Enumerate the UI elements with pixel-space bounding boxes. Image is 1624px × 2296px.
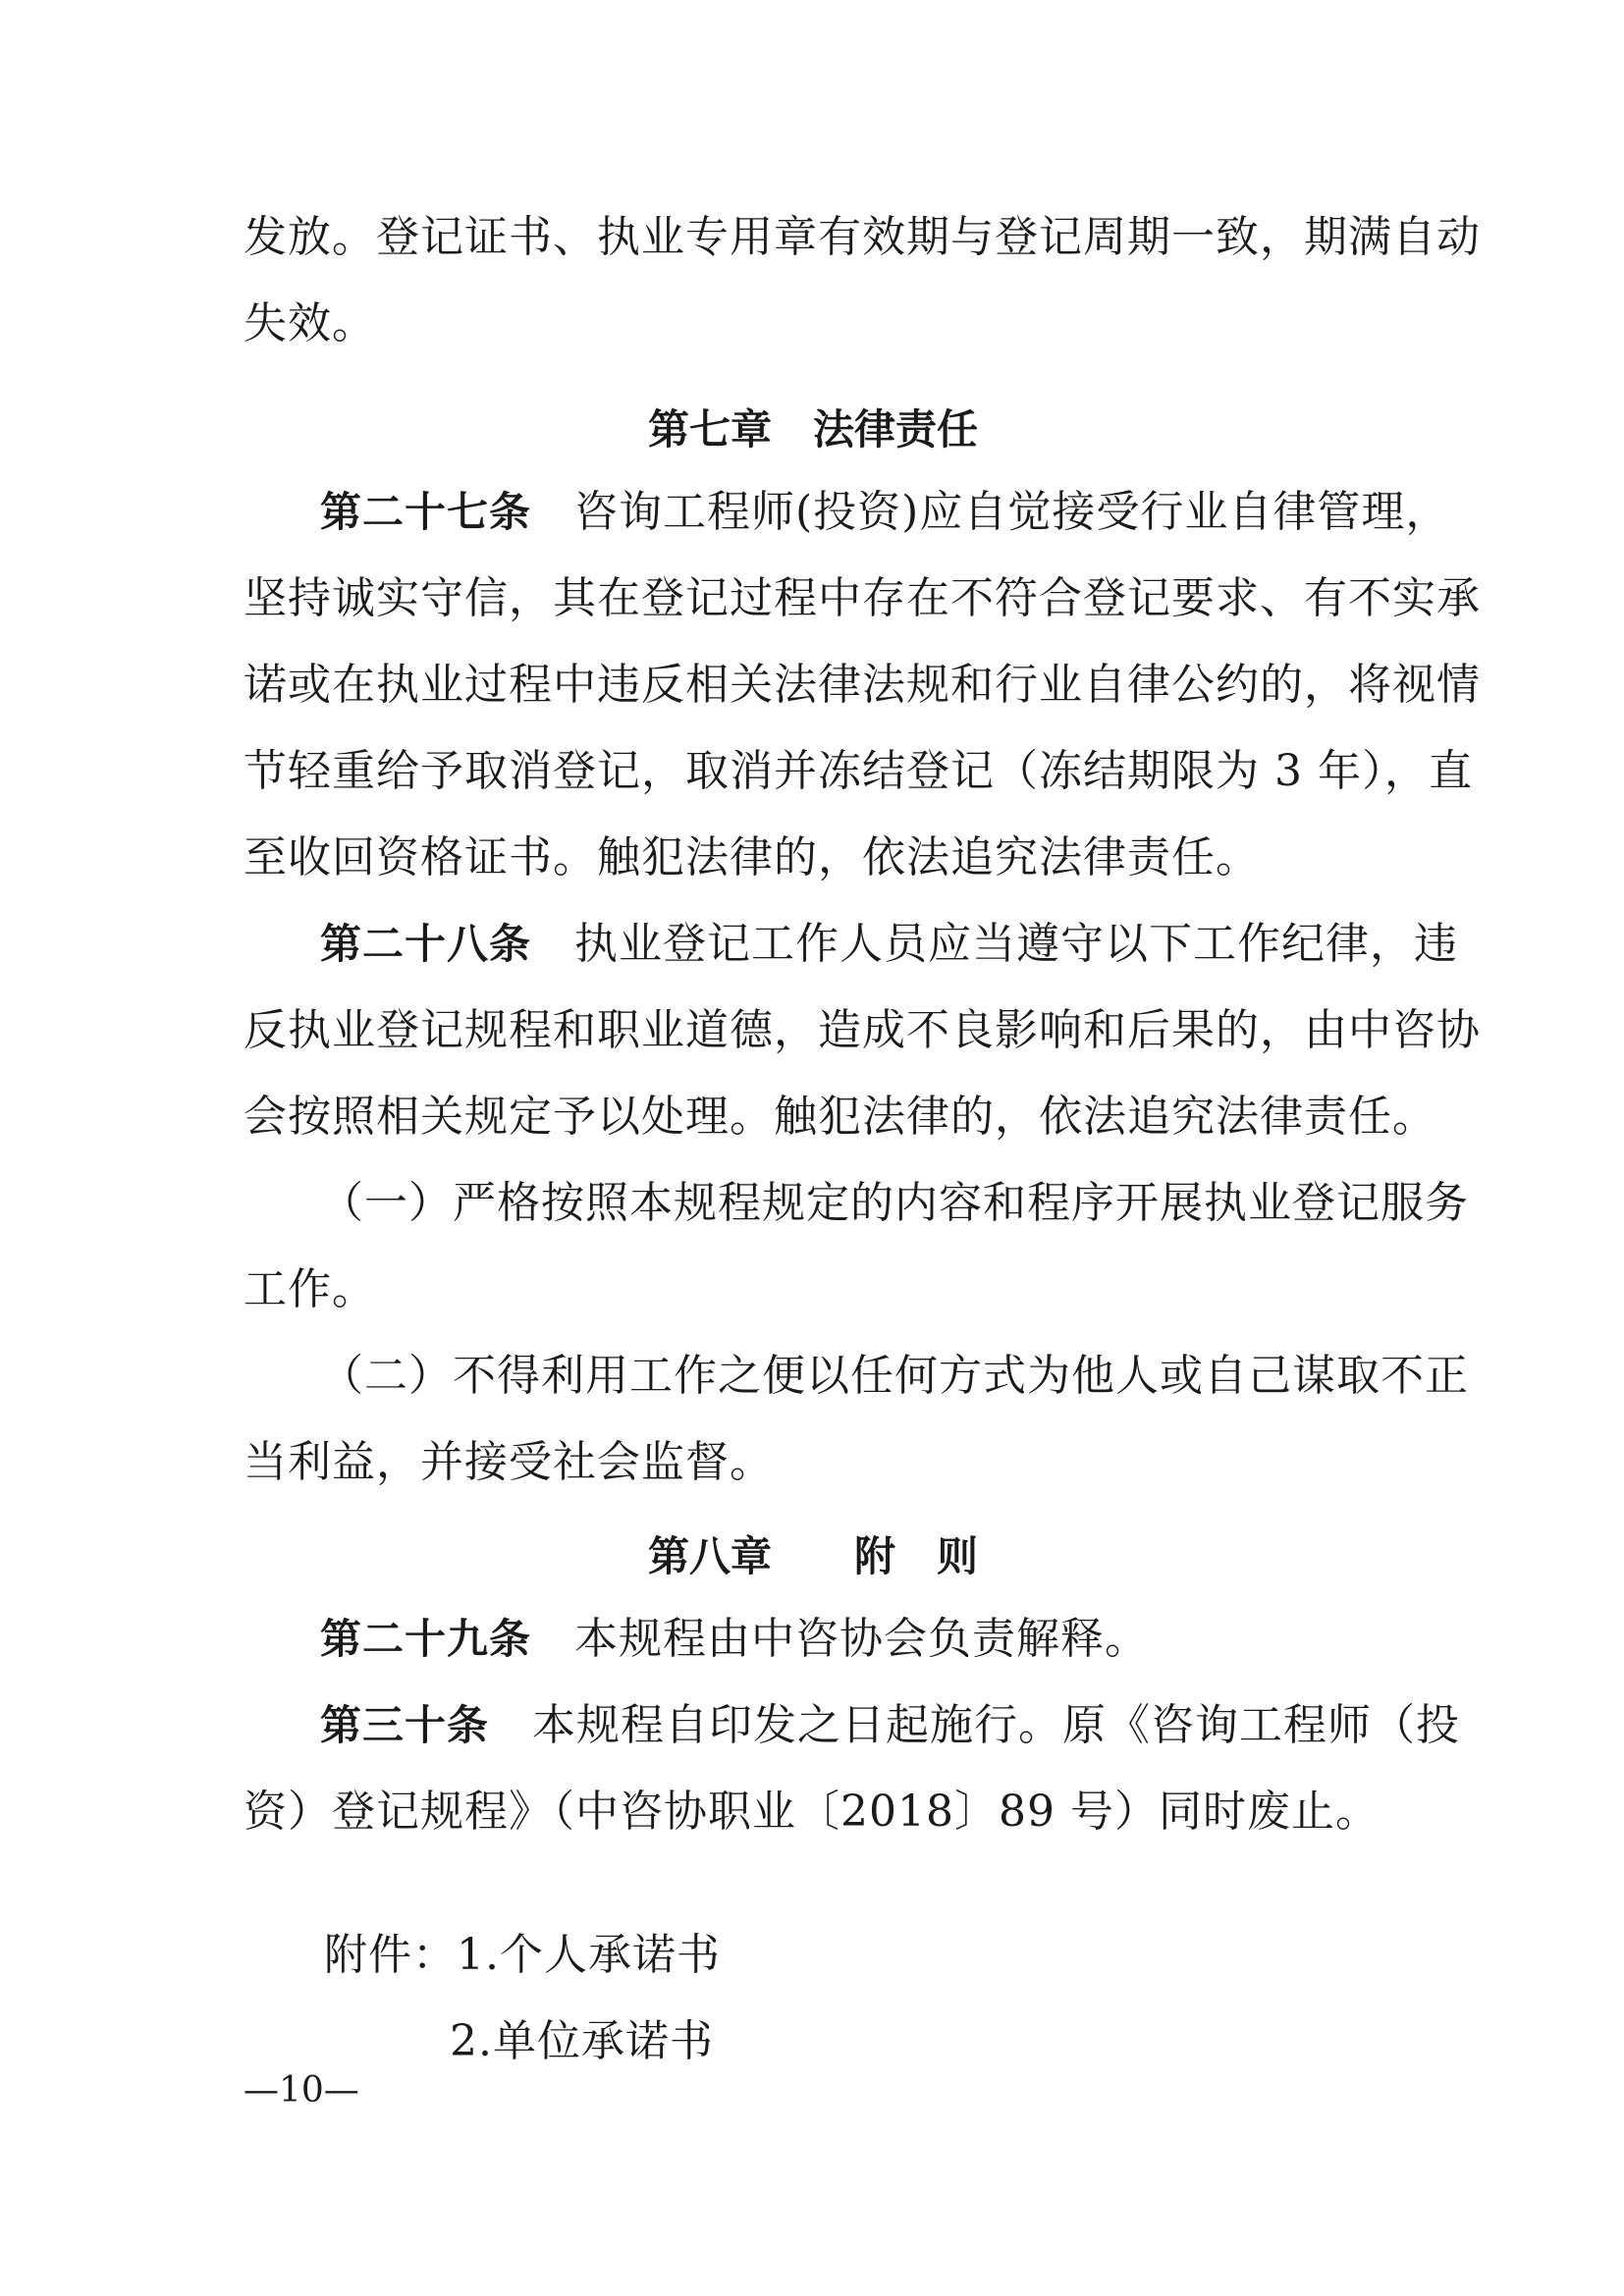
paragraph-line: 坚持诚实守信，其在登记过程中存在不符合登记要求、有不实承 <box>244 573 1481 623</box>
page-number: —10— <box>244 2070 359 2110</box>
paragraph-line: 节轻重给予取消登记，取消并冻结登记（冻结期限为 3 年），直 <box>244 746 1473 796</box>
article-28-label: 第二十八条 <box>320 920 532 968</box>
article-30-label: 第三十条 <box>320 1701 490 1749</box>
list-item-1: （一）严格按照本规程规定的内容和程序开展执业登记服务 <box>320 1178 1469 1228</box>
paragraph-line: 会按照相关规定予以处理。触犯法律的，依法追究法律责任。 <box>244 1092 1436 1142</box>
chapter-7-heading: 第七章 法律责任 <box>647 405 978 454</box>
attachment-item: 2.单位承诺书 <box>450 2016 714 2066</box>
paragraph-line: 当利益，并接受社会监督。 <box>244 1437 774 1487</box>
article-29-label: 第二十九条 <box>320 1615 532 1663</box>
article-28-line-1: 第二十八条 执业登记工作人员应当遵守以下工作纪律，违 <box>320 919 1459 969</box>
article-27-line-1: 第二十七条 咨询工程师(投资)应自觉接受行业自律管理， <box>320 487 1450 537</box>
list-item-2: （二）不得利用工作之便以任何方式为他人或自己谋取不正 <box>320 1351 1469 1401</box>
paragraph-line: 资）登记规程》（中咨协职业〔2018〕89 号）同时废止。 <box>244 1787 1380 1837</box>
paragraph-line: 至收回资格证书。触犯法律的，依法追究法律责任。 <box>244 832 1260 882</box>
paragraph-line: 诺或在执业过程中违反相关法律法规和行业自律公约的，将视情 <box>244 660 1481 710</box>
paragraph-line: 失效。 <box>244 298 376 348</box>
attachments-label: 附件：1.个人承诺书 <box>324 1930 721 1980</box>
chapter-8-heading: 第八章 附 则 <box>647 1532 978 1580</box>
paragraph-line: 工作。 <box>244 1264 376 1314</box>
article-30-line-1: 第三十条 本规程自印发之日起施行。原《咨询工程师（投 <box>320 1700 1461 1750</box>
paragraph-line: 发放。登记证书、执业专用章有效期与登记周期一致，期满自动 <box>244 212 1481 262</box>
article-29: 第二十九条 本规程由中咨协会负责解释。 <box>320 1614 1150 1664</box>
article-27-label: 第二十七条 <box>320 488 532 536</box>
paragraph-line: 反执业登记规程和职业道德，造成不良影响和后果的，由中咨协 <box>244 1005 1481 1055</box>
